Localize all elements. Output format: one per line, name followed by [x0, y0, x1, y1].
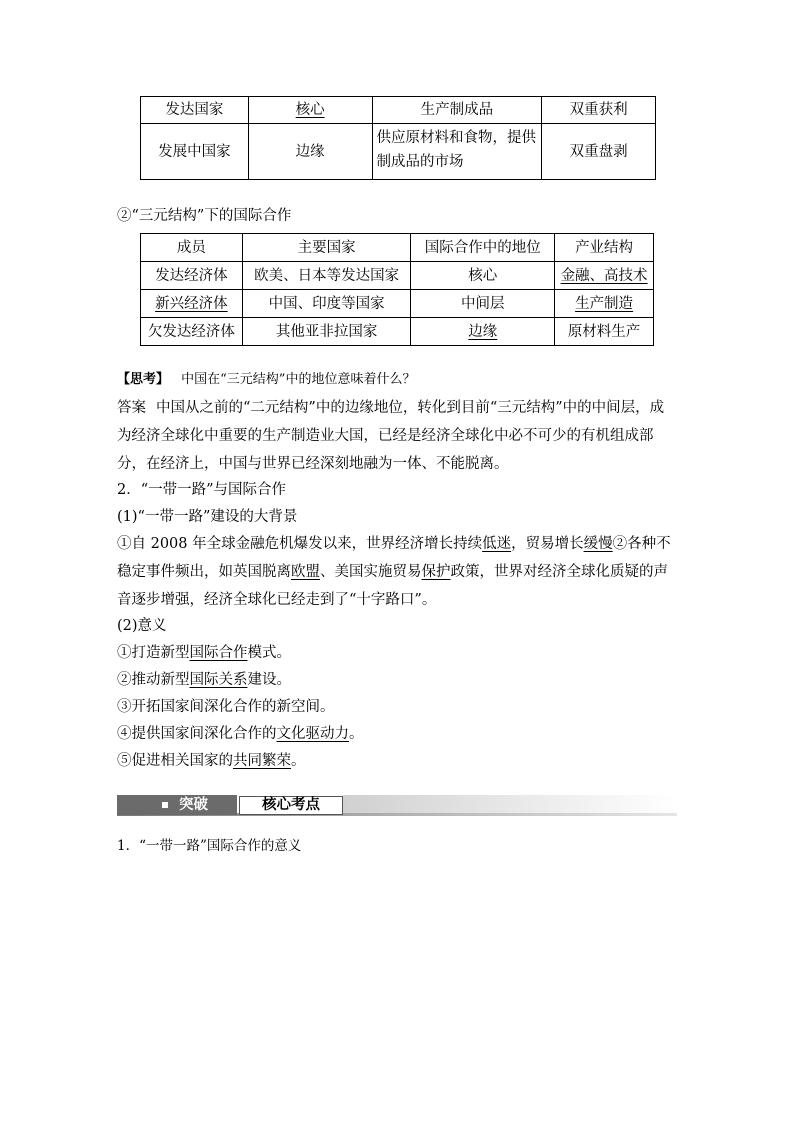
underlined-term: 文化驱动力 [276, 726, 349, 742]
table-cell: 供应原材料和食物，提供制成品的市场 [372, 124, 542, 180]
ternary-structure-table [140, 233, 654, 346]
underlined-term: 国际关系 [189, 672, 248, 688]
table-cell: 新兴经济体 [141, 290, 243, 318]
underlined-term: 缓慢 [583, 536, 613, 552]
table-cell: 边缘 [248, 124, 372, 180]
banner-gradient [343, 795, 677, 815]
table-cell: 欧美、日本等发达国家 [242, 262, 411, 290]
text: ④提供国家间深化合作的 [117, 726, 277, 742]
meaning-item [117, 751, 306, 771]
table-row [141, 318, 654, 346]
table-cell: 发展中国家 [141, 124, 249, 180]
banner-dark-text: 突破 [179, 797, 208, 813]
table-header-cell: 国际合作中的地位 [411, 234, 555, 262]
section-heading: ②“三元结构”下的国际合作 [117, 208, 292, 224]
meaning-item: ③开拓国家间深化合作的新空间。 [117, 699, 335, 715]
background-paragraph [117, 530, 677, 614]
banner-light-label [239, 796, 343, 815]
table-cell: 核心 [248, 97, 372, 124]
meaning-item [117, 670, 291, 690]
underlined-term: 保护 [421, 564, 451, 580]
table-cell: 生产制成品 [372, 97, 542, 124]
text: ①打造新型 [117, 645, 190, 661]
text: ⑤促进相关国家的 [117, 753, 233, 769]
answer-text: 中国从之前的“二元结构”中的边缘地位，转化到目前“三元结构”中的中间层，成为经济全球化中重要的生产制造业大国，已经是经济全球化中必不可少的有机组成部分，在经济上，中国与世界已经深刻地融为一体、不能脱离。 [117, 400, 665, 472]
think-answer [117, 394, 677, 478]
table-header-cell: 产业结构 [555, 234, 654, 262]
table-row [141, 290, 654, 318]
underlined-term: 共同繁荣 [233, 753, 291, 769]
table-row [141, 262, 654, 290]
text: ①自 2008 年全球金融危机爆发以来，世界经济增长持续 [117, 536, 483, 552]
subsection-title: (1)“一带一路”建设的大背景 [117, 509, 298, 525]
table-cell: 发达国家 [141, 97, 249, 124]
table-cell: 中国、印度等国家 [242, 290, 411, 318]
text: 。 [291, 753, 306, 769]
table-cell: 边缘 [411, 318, 555, 346]
table-row [141, 97, 656, 124]
table-header-cell: 成员 [141, 234, 243, 262]
subsection-title: (2)意义 [117, 618, 167, 634]
banner-light-text: 核心考点 [262, 797, 320, 813]
text: 模式。 [247, 645, 291, 661]
banner-dark-label [117, 795, 237, 815]
text: 。 [349, 726, 364, 742]
table-cell: 双重获利 [542, 97, 656, 124]
table-row [141, 124, 656, 180]
underlined-term: 欧盟 [291, 564, 320, 580]
answer-label: 答案 [117, 400, 146, 416]
table-cell: 中间层 [411, 290, 555, 318]
table-cell: 其他亚非拉国家 [242, 318, 411, 346]
table-cell: 双重盘剥 [542, 124, 656, 180]
table-cell: 金融、高技术 [555, 262, 654, 290]
square-bullet-icon [162, 802, 168, 808]
underlined-term: 低迷 [482, 536, 512, 552]
section-title: 1．“一带一路”国际合作的意义 [117, 838, 302, 854]
text: ②各种不稳定事件频出，如英国脱离 [117, 536, 671, 580]
table-cell: 核心 [411, 262, 555, 290]
table-cell: 欠发达经济体 [141, 318, 243, 346]
table-header-row [141, 234, 654, 262]
text: ②推动新型 [117, 672, 190, 688]
think-question [117, 370, 415, 390]
section-title: 2．“一带一路”与国际合作 [117, 482, 287, 498]
meaning-item [117, 643, 291, 663]
text: ，贸易增长 [511, 536, 584, 552]
core-periphery-table [140, 96, 656, 180]
text: 、美国实施贸易 [320, 564, 422, 580]
think-label: 【思考】 [117, 372, 170, 387]
think-question-text: 中国在“三元结构”中的地位意味着什么？ [181, 372, 416, 387]
table-header-cell: 主要国家 [242, 234, 411, 262]
table-cell: 发达经济体 [141, 262, 243, 290]
table-cell: 原材料生产 [555, 318, 654, 346]
meaning-item [117, 724, 364, 744]
table-cell: 生产制造 [555, 290, 654, 318]
section-banner [117, 795, 677, 815]
text: 政策，世界对经济全球化质疑的声音逐步增强，经济全球化已经走到了“十字路口”。 [117, 564, 668, 608]
underlined-term: 国际合作 [189, 645, 248, 661]
text: 建设。 [247, 672, 291, 688]
